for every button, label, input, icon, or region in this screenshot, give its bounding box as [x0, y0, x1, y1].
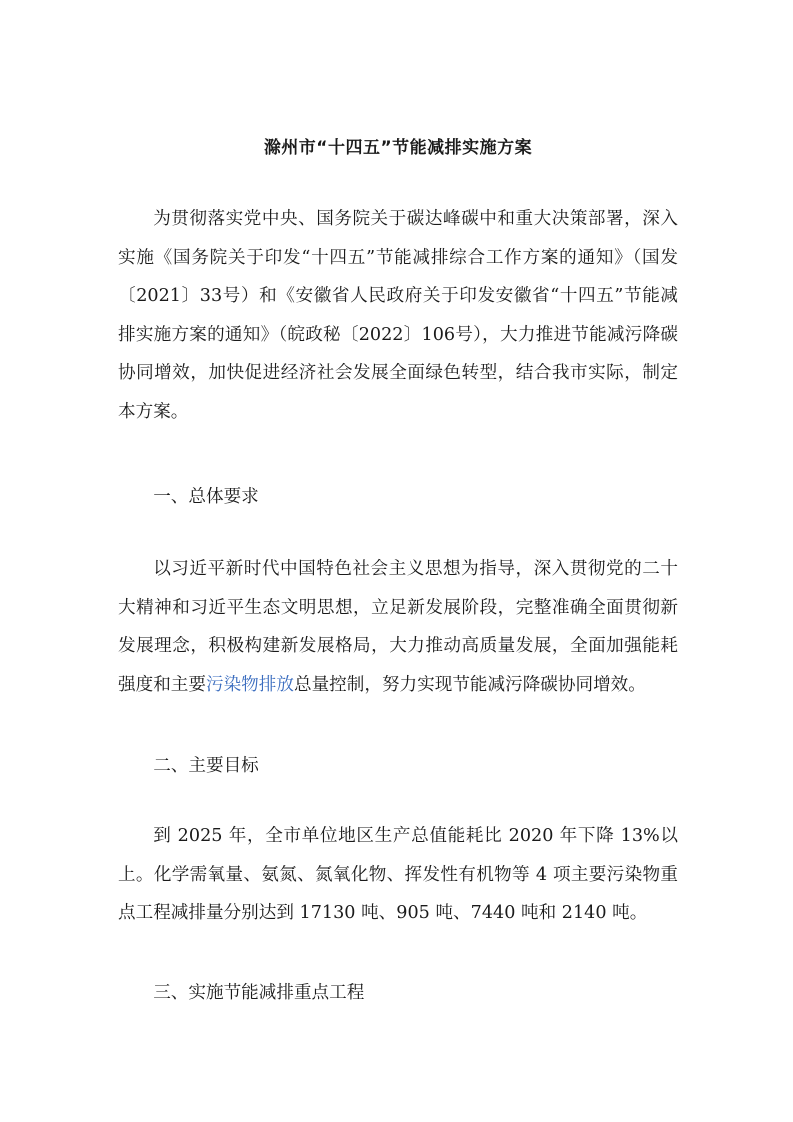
document-title: 滁州市“十四五”节能减排实施方案: [263, 138, 533, 158]
paragraph-text: 总量控制，努力实现节能减污降碳协同增效。: [293, 674, 646, 695]
paragraph-text: 以习近平新时代中国特色社会主义思想为指导，深入贯彻党的二十大精神和习近平生态文明思想，立足新发展阶段，完整准确全面贯彻新发展理念，积极构建新发展格局，大力推动高质量发展，全面加强能耗强度和主要: [118, 559, 678, 695]
pollutant-emission-link[interactable]: 污染物排放: [205, 674, 294, 695]
section-heading-key-projects: 三、实施节能减排重点工程: [153, 983, 365, 1003]
main-targets-paragraph: 到 2025 年，全市单位地区生产总值能耗比 2020 年下降 13%以上。化学需氧量、氨氮、氮氧化物、挥发性有机物等 4 项主要污染物重点工程减排量分别达到 17130 吨、905 吨、7440 吨和 2140 吨。: [118, 826, 678, 923]
overall-requirements-paragraph: [118, 550, 678, 704]
section-heading-overall-requirements: 一、总体要求: [153, 487, 259, 507]
intro-paragraph: 为贯彻落实党中央、国务院关于碳达峰碳中和重大决策部署，深入实施《国务院关于印发“十四五”节能减排综合工作方案的通知》（国发〔2021〕33号）和《安徽省人民政府关于印发安徽省“十四五”节能减排实施方案的通知》（皖政秘〔2022〕106号），大力推进节能减污降碳协同增效，加快促进经济社会发展全面绿色转型，结合我市实际，制定本方案。: [118, 209, 678, 422]
section-heading-main-targets: 二、主要目标: [153, 756, 259, 776]
